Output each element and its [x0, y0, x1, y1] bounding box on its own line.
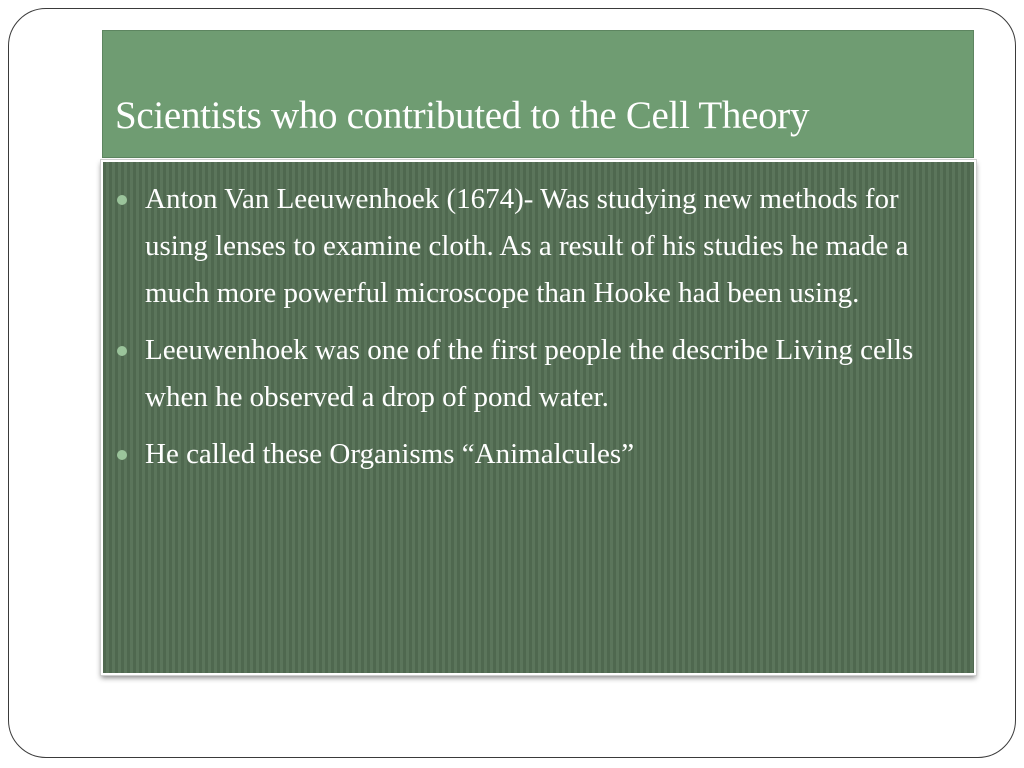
bullet-dot-icon	[117, 195, 127, 205]
content-box	[101, 160, 976, 675]
bullet-item	[115, 431, 954, 478]
slide-title: Scientists who contributed to the Cell Theory	[115, 94, 810, 137]
bullet-list	[103, 162, 974, 478]
title-bar	[102, 30, 974, 158]
bullet-item	[115, 327, 954, 421]
bullet-text: Anton Van Leeuwenhoek (1674)- Was studying new methods for using lenses to examine cloth. As a result of his studies he made a much more powerful microscope than Hooke had been using.	[145, 183, 909, 309]
bullet-dot-icon	[117, 346, 127, 356]
bullet-text: Leeuwenhoek was one of the first people the describe Living cells when he observed a drop of pond water.	[145, 334, 914, 413]
bullet-text: He called these Organisms “Animalcules”	[145, 438, 635, 470]
bullet-dot-icon	[117, 450, 127, 460]
bullet-item	[115, 176, 954, 317]
